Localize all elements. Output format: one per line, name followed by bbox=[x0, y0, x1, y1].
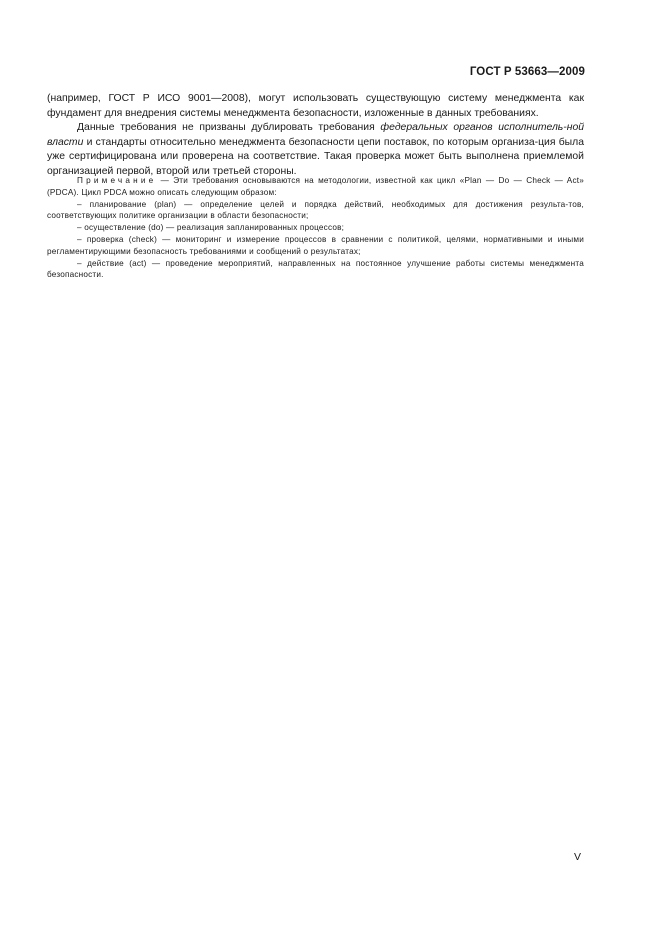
note-item: – проверка (check) — мониторинг и измерение процессов в сравнении с политикой, целями, нормативными и иными регламентирующими безопасность требованиями и сообщений о результатах; bbox=[47, 234, 584, 256]
paragraph-2 bbox=[47, 121, 584, 179]
paragraph-2-italic: федеральных органов исполнитель-ной власти bbox=[47, 122, 584, 148]
note-intro bbox=[47, 175, 584, 199]
paragraph-1: (например, ГОСТ Р ИСО 9001—2008), могут использовать существующую систему менеджмента как фундамент для внедрения системы менеджмента безопасности, изложенные в данных требованиях. bbox=[47, 93, 584, 119]
note-item: – осуществление (do) — реализация запланированных процессов; bbox=[77, 223, 345, 233]
note-item: – планирование (plan) — определение целей и порядка действий, необходимых для достижения результа-тов, соответствующих политике организации в области безопасности; bbox=[47, 199, 584, 221]
note-item: – действие (act) — проведение мероприятий, направленных на постоянное улучшение работы системы менеджмента безопасности. bbox=[47, 258, 584, 280]
document-header: ГОСТ Р 53663—2009 bbox=[469, 66, 585, 78]
main-text bbox=[47, 92, 584, 179]
note-label: Примечание bbox=[77, 176, 157, 185]
note-intro-text: — Эти требования основываются на методологии, известной как цикл «Plan — Do — Check — Act» (PDCA). Цикл PDCA можно описать следующим образом: bbox=[47, 176, 584, 197]
paragraph-2-end: и стандарты относительно менеджмента безопасности цепи поставок, по которым организа-ция была уже сертифицирована или проверена на соответствие. Такая проверка может быть выполнена приемлемой организацией первой, второй или третьей стороны. bbox=[47, 136, 584, 177]
paragraph-2-start: Данные требования не призваны дублировать требования bbox=[77, 122, 381, 133]
note-block bbox=[47, 175, 584, 281]
page-number: V bbox=[573, 851, 581, 863]
